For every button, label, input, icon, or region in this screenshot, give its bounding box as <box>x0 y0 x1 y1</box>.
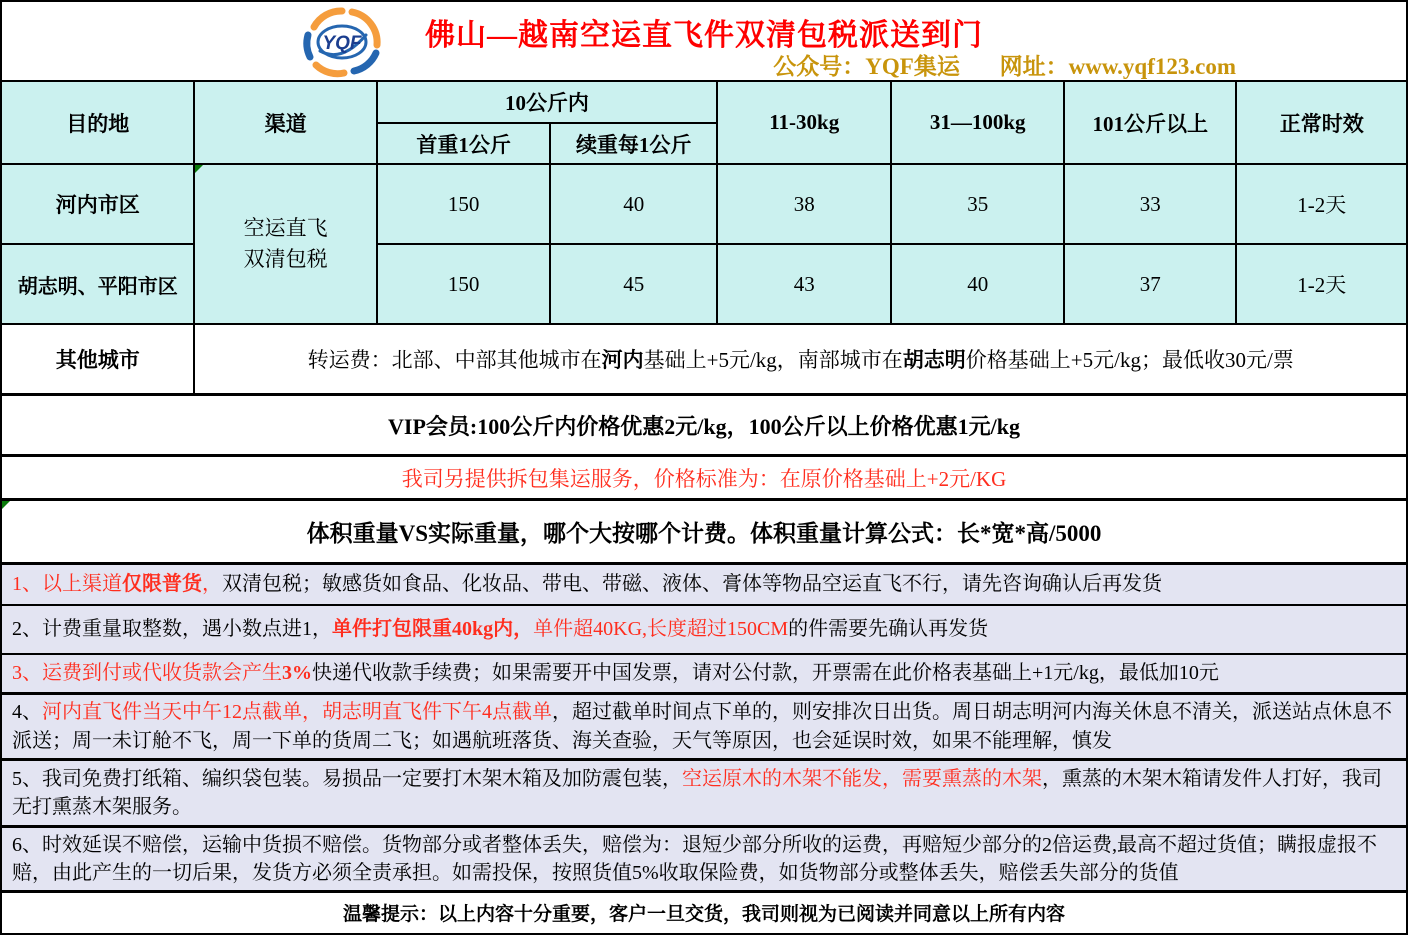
channel-line2: 双清包税 <box>243 247 328 271</box>
header-destination: 目的地 <box>2 82 195 165</box>
note-3: 3、运费到付或代收货款会产生3%快递代收款手续费；如果需要开中国发票，请对公付款，开票需在此价格表基础上+1元/kg，最低加10元 <box>2 655 1406 695</box>
logo-text: YQF <box>322 33 362 54</box>
header-channel: 渠道 <box>195 82 377 165</box>
note-6: 6、时效延误不赔偿，运输中货损不赔偿。货物部分或者整体丢失，赔偿为：退短少部分所收的运费，再赔短少部分的2倍运费,最高不超过货值；瞒报虚报不赔，由此产生的一切后果，发货方必须全责承担。如需投保，按照货值5%收取保险费，如货物部分或整体丢失，赔偿丢失部分的货值 <box>2 828 1406 893</box>
unpack-service-note: 我司另提供拆包集运服务，价格标准为：在原价格基础上+2元/KG <box>2 457 1406 501</box>
hcm-first-kg: 150 <box>378 245 552 325</box>
header-within-10kg: 10公斤内 <box>378 82 718 124</box>
row-hcm-label: 胡志明、平阳市区 <box>2 245 195 325</box>
hanoi-31-100: 35 <box>892 165 1065 245</box>
header-additional-1kg: 续重每1公斤 <box>551 124 718 165</box>
header-11-30kg: 11-30kg <box>718 82 893 165</box>
hcm-101plus: 37 <box>1065 245 1238 325</box>
comment-marker-icon <box>195 165 203 173</box>
other-city-note: 转运费：北部、中部其他城市在河内基础上+5元/kg，南部城市在胡志明价格基础上+5元/kg；最低收30元/票 <box>195 325 1406 396</box>
header-101kg-plus: 101公斤以上 <box>1065 82 1238 165</box>
header <box>2 2 1406 82</box>
hcm-add-kg: 45 <box>551 245 718 325</box>
hanoi-11-30: 38 <box>718 165 893 245</box>
other-city-label: 其他城市 <box>2 325 195 396</box>
header-transit-time: 正常时效 <box>1237 82 1406 165</box>
hcm-31-100: 40 <box>892 245 1065 325</box>
hanoi-101plus: 33 <box>1065 165 1238 245</box>
row-hanoi-label: 河内市区 <box>2 165 195 245</box>
website-label: 网址：www.yqf123.com <box>999 54 1236 79</box>
footer-warm-tip: 温馨提示：以上内容十分重要，客户一旦交货，我司则视为已阅读并同意以上所有内容 <box>2 893 1406 931</box>
hcm-transit: 1-2天 <box>1237 245 1406 325</box>
note-2: 2、计费重量取整数，遇小数点进1，单件打包限重40kg内，单件超40KG,长度超过150CM的件需要先确认再发货 <box>2 606 1406 655</box>
header-first-1kg: 首重1公斤 <box>378 124 552 165</box>
vip-note: VIP会员:100公斤内价格优惠2元/kg，100公斤以上价格优惠1元/kg <box>2 396 1406 457</box>
official-account-label: 公众号：YQF集运 <box>773 54 960 79</box>
hanoi-first-kg: 150 <box>378 165 552 245</box>
header-31-100kg: 31—100kg <box>892 82 1065 165</box>
hanoi-transit: 1-2天 <box>1237 165 1406 245</box>
volume-weight-note: 体积重量VS实际重量，哪个大按哪个计费。体积重量计算公式：长*宽*高/5000 <box>2 501 1406 565</box>
page-title: 佛山—越南空运直飞件双清包税派送到门 <box>425 19 983 52</box>
note-5: 5、我司免费打纸箱、编织袋包装。易损品一定要打木架木箱及加防震包装，空运原木的木架不能发，需要熏蒸的木架，熏蒸的木架木箱请发件人打好，我司无打熏蒸木架服务。 <box>2 761 1406 828</box>
channel-value <box>195 165 377 325</box>
comment-marker-icon <box>2 501 10 509</box>
hanoi-add-kg: 40 <box>551 165 718 245</box>
rate-table <box>2 82 1406 396</box>
hcm-11-30: 43 <box>718 245 893 325</box>
channel-line1: 空运直飞 <box>243 215 328 240</box>
contact-line <box>773 48 1236 81</box>
note-4: 4、河内直飞件当天中午12点截单，胡志明直飞件下午4点截单，超过截单时间点下单的，则安排次日出货。周日胡志明河内海关休息不清关，派送站点休息不派送；周一未订舱不飞，周一下单的货周二飞；如遇航班落货、海关查验，天气等原因，也会延误时效，如果不能理解，慎发 <box>2 695 1406 761</box>
note-1: 1、以上渠道仅限普货，双清包税；敏感货如食品、化妆品、带电、带磁、液体、膏体等物品空运直飞不行，请先咨询确认后再发货 <box>2 565 1406 606</box>
